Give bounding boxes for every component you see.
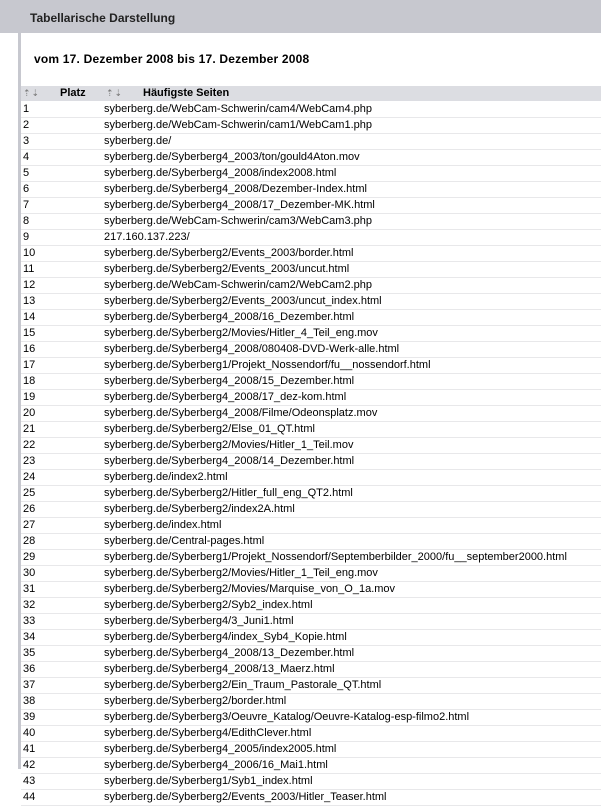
- row-rank: 43: [23, 775, 36, 787]
- row-page: syberberg.de/WebCam-Schwerin/cam1/WebCam1.php: [104, 119, 372, 131]
- table-row: [21, 710, 601, 726]
- row-rank: 22: [23, 439, 36, 451]
- row-page: syberberg.de/Syberberg2/Movies/Hitler_1_Teil_eng.mov: [104, 567, 378, 579]
- row-page: syberberg.de/index2.html: [104, 471, 228, 483]
- row-rank: 5: [23, 167, 30, 179]
- row-page: syberberg.de/WebCam-Schwerin/cam4/WebCam4.php: [104, 103, 372, 115]
- row-rank: 27: [23, 519, 36, 531]
- table-row: [21, 150, 601, 166]
- table-row: [21, 694, 601, 710]
- row-page: syberberg.de/Syberberg4/EdithClever.html: [104, 727, 312, 739]
- row-rank: 9: [23, 231, 30, 243]
- row-page: syberberg.de/Syberberg2/Events_2003/border.html: [104, 247, 354, 259]
- table-row: [21, 118, 601, 134]
- row-page: syberberg.de/WebCam-Schwerin/cam2/WebCam2.php: [104, 279, 372, 291]
- table-row: [21, 486, 601, 502]
- row-page: syberberg.de/Syberberg2/border.html: [104, 695, 287, 707]
- table-body: [21, 102, 601, 806]
- row-page: syberberg.de/Syberberg4_2008/Filme/Odeonsplatz.mov: [104, 407, 378, 419]
- row-page: syberberg.de/Syberberg2/Movies/Hitler_1_Teil.mov: [104, 439, 354, 451]
- row-page: syberberg.de/Syberberg4_2008/index2008.html: [104, 167, 337, 179]
- table-row: [21, 470, 601, 486]
- row-rank: 14: [23, 311, 36, 323]
- row-rank: 25: [23, 487, 36, 499]
- table-row: [21, 294, 601, 310]
- row-page: syberberg.de/Syberberg4_2005/index2005.html: [104, 743, 337, 755]
- table-row: [21, 214, 601, 230]
- row-rank: 42: [23, 759, 36, 771]
- table-row: [21, 310, 601, 326]
- row-rank: 44: [23, 791, 36, 803]
- row-page: syberberg.de/Syberberg2/Else_01_QT.html: [104, 423, 315, 435]
- row-page: syberberg.de/Syberberg2/Movies/Hitler_4_Teil_eng.mov: [104, 327, 378, 339]
- table-row: [21, 182, 601, 198]
- table-row: [21, 678, 601, 694]
- page-sort-controls[interactable]: [106, 88, 122, 98]
- table-row: [21, 726, 601, 742]
- row-rank: 16: [23, 343, 36, 355]
- row-page: syberberg.de/Syberberg2/Events_2003/uncut_index.html: [104, 295, 382, 307]
- date-range-label: vom 17. Dezember 2008 bis 17. Dezember 2008: [34, 52, 310, 66]
- table-row: [21, 630, 601, 646]
- row-page: syberberg.de/Syberberg4_2008/17_dez-kom.html: [104, 391, 347, 403]
- row-page: syberberg.de/Syberberg2/Events_2003/Hitler_Teaser.html: [104, 791, 387, 803]
- row-page: syberberg.de/Central-pages.html: [104, 535, 265, 547]
- table-row: [21, 550, 601, 566]
- row-rank: 3: [23, 135, 30, 147]
- row-page: syberberg.de/Syberberg2/index2A.html: [104, 503, 295, 515]
- row-page: syberberg.de/Syberberg1/Projekt_Nossendorf/fu__nossendorf.html: [104, 359, 431, 371]
- row-page: syberberg.de/Syberberg4/index_Syb4_Kopie.html: [104, 631, 347, 643]
- row-page: syberberg.de/Syberberg2/Syb2_index.html: [104, 599, 313, 611]
- table-row: [21, 438, 601, 454]
- table-row: [21, 262, 601, 278]
- page-title: Tabellarische Darstellung: [30, 11, 176, 25]
- table-row: [21, 406, 601, 422]
- row-rank: 7: [23, 199, 30, 211]
- row-page: syberberg.de/Syberberg4_2008/15_Dezember.html: [104, 375, 355, 387]
- table-row: [21, 582, 601, 598]
- table-row: [21, 790, 601, 806]
- sort-down-icon[interactable]: ⇣: [31, 88, 40, 98]
- row-rank: 4: [23, 151, 30, 163]
- row-rank: 20: [23, 407, 36, 419]
- table-row: [21, 614, 601, 630]
- row-rank: 6: [23, 183, 30, 195]
- table-row: [21, 518, 601, 534]
- row-rank: 40: [23, 727, 36, 739]
- row-page: syberberg.de/Syberberg2/Events_2003/uncut.html: [104, 263, 350, 275]
- table-row: [21, 134, 601, 150]
- row-page: syberberg.de/Syberberg2/Movies/Marquise_von_O_1a.mov: [104, 583, 396, 595]
- row-rank: 2: [23, 119, 30, 131]
- row-page: syberberg.de/Syberberg4_2008/13_Maerz.html: [104, 663, 335, 675]
- table-row: [21, 534, 601, 550]
- table-row: [21, 374, 601, 390]
- row-page: syberberg.de/Syberberg3/Oeuvre_Katalog/Oeuvre-Katalog-esp-filmo2.html: [104, 711, 470, 723]
- row-rank: 10: [23, 247, 36, 259]
- table-row: [21, 598, 601, 614]
- table-row: [21, 102, 601, 118]
- table-row: [21, 454, 601, 470]
- sort-up-icon[interactable]: ⇡: [106, 88, 114, 98]
- row-rank: 12: [23, 279, 36, 291]
- row-rank: 8: [23, 215, 30, 227]
- row-page: syberberg.de/Syberberg4_2008/16_Dezember.html: [104, 311, 355, 323]
- table-row: [21, 326, 601, 342]
- row-rank: 29: [23, 551, 36, 563]
- table-row: [21, 774, 601, 790]
- row-page: 217.160.137.223/: [104, 231, 190, 243]
- row-rank: 13: [23, 295, 36, 307]
- row-rank: 28: [23, 535, 36, 547]
- table-row: [21, 502, 601, 518]
- table-row: [21, 278, 601, 294]
- row-rank: 1: [23, 103, 30, 115]
- row-page: syberberg.de/Syberberg1/Syb1_index.html: [104, 775, 313, 787]
- sort-up-icon[interactable]: ⇡: [23, 88, 31, 98]
- row-rank: 30: [23, 567, 36, 579]
- row-page: syberberg.de/: [104, 135, 172, 147]
- table-row: [21, 422, 601, 438]
- row-rank: 21: [23, 423, 36, 435]
- table-row: [21, 646, 601, 662]
- table-row: [21, 566, 601, 582]
- table-header: [21, 86, 601, 101]
- row-page: syberberg.de/Syberberg4_2003/ton/gould4Aton.mov: [104, 151, 360, 163]
- table-row: [21, 342, 601, 358]
- column-header-page: Häufigste Seiten: [143, 87, 230, 99]
- table-row: [21, 758, 601, 774]
- row-page: syberberg.de/Syberberg1/Projekt_Nossendorf/Septemberbilder_2000/fu__september2000.html: [104, 551, 567, 563]
- row-rank: 26: [23, 503, 36, 515]
- row-rank: 33: [23, 615, 36, 627]
- row-page: syberberg.de/Syberberg4_2008/13_Dezember.html: [104, 647, 355, 659]
- table-row: [21, 230, 601, 246]
- row-page: syberberg.de/Syberberg4_2008/080408-DVD-Werk-alle.html: [104, 343, 400, 355]
- table-row: [21, 390, 601, 406]
- table-row: [21, 358, 601, 374]
- row-page: syberberg.de/Syberberg4/3_Juni1.html: [104, 615, 294, 627]
- column-header-rank: Platz: [60, 87, 86, 99]
- row-page: syberberg.de/Syberberg2/Ein_Traum_Pastorale_QT.html: [104, 679, 382, 691]
- row-rank: 17: [23, 359, 36, 371]
- row-rank: 18: [23, 375, 36, 387]
- row-rank: 41: [23, 743, 36, 755]
- row-rank: 39: [23, 711, 36, 723]
- row-rank: 38: [23, 695, 36, 707]
- row-rank: 36: [23, 663, 36, 675]
- row-rank: 37: [23, 679, 36, 691]
- row-rank: 11: [23, 263, 35, 275]
- row-page: syberberg.de/WebCam-Schwerin/cam3/WebCam3.php: [104, 215, 372, 227]
- table-row: [21, 198, 601, 214]
- row-page: syberberg.de/Syberberg4_2008/Dezember-Index.html: [104, 183, 367, 195]
- sort-down-icon[interactable]: ⇣: [114, 88, 123, 98]
- row-rank: 15: [23, 327, 36, 339]
- row-rank: 31: [23, 583, 36, 595]
- row-rank: 35: [23, 647, 36, 659]
- table-row: [21, 662, 601, 678]
- row-rank: 24: [23, 471, 36, 483]
- row-page: syberberg.de/Syberberg4_2006/16_Mai1.html: [104, 759, 328, 771]
- row-rank: 23: [23, 455, 36, 467]
- row-page: syberberg.de/Syberberg4_2008/14_Dezember.html: [104, 455, 355, 467]
- header-bar: [0, 0, 601, 33]
- row-rank: 34: [23, 631, 36, 643]
- table-row: [21, 246, 601, 262]
- row-page: syberberg.de/Syberberg2/Hitler_full_eng_QT2.html: [104, 487, 353, 499]
- row-rank: 32: [23, 599, 36, 611]
- row-page: syberberg.de/index.html: [104, 519, 222, 531]
- table-row: [21, 742, 601, 758]
- rank-sort-controls[interactable]: [23, 88, 39, 98]
- row-rank: 19: [23, 391, 36, 403]
- row-page: syberberg.de/Syberberg4_2008/17_Dezember-MK.html: [104, 199, 375, 211]
- table-row: [21, 166, 601, 182]
